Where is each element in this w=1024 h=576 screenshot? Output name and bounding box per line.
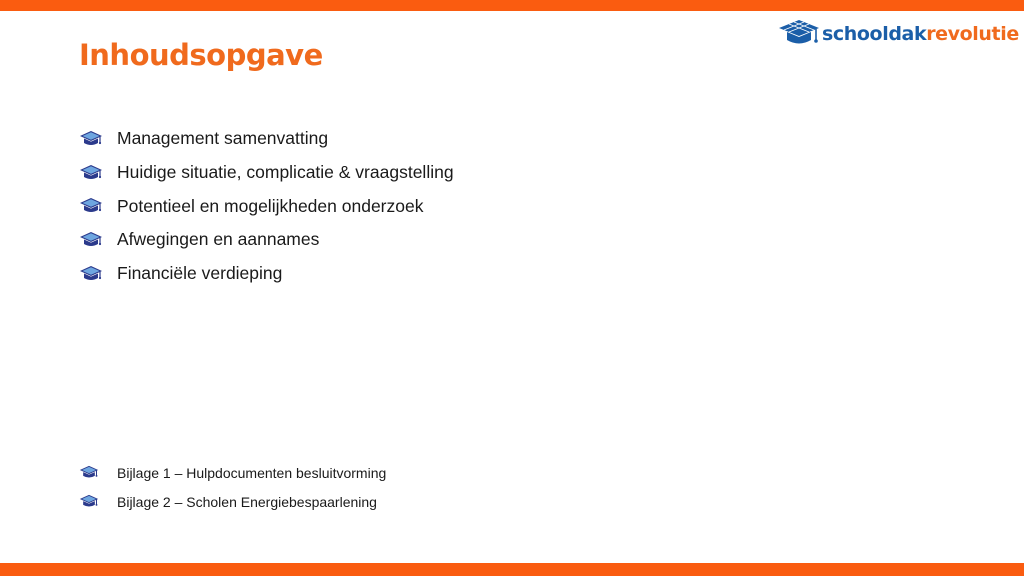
- contents-item-label: Financiële verdieping: [117, 263, 283, 284]
- bottom-accent-bar: [0, 563, 1024, 576]
- graduation-cap-icon: [79, 265, 117, 283]
- list-item: [79, 189, 454, 223]
- logo-text-part-1: schooldak: [822, 22, 927, 45]
- contents-item-label: Huidige situatie, complicatie & vraagstelling: [117, 162, 454, 183]
- graduation-cap-icon: [79, 494, 117, 509]
- list-item: [79, 458, 386, 487]
- contents-item-label: Afwegingen en aannames: [117, 229, 320, 250]
- contents-item-label: Potentieel en mogelijkheden onderzoek: [117, 195, 424, 216]
- graduation-cap-icon: [79, 130, 117, 148]
- top-accent-bar: [0, 0, 1024, 11]
- list-item: [79, 487, 386, 516]
- logo-text-part-2: revolutie: [926, 22, 1019, 45]
- contents-item-label: Management samenvatting: [117, 128, 329, 149]
- graduation-cap-icon: [79, 231, 117, 249]
- list-item: [79, 257, 454, 291]
- appendix-item-label: Bijlage 1 – Hulpdocumenten besluitvorming: [117, 464, 387, 481]
- list-item: [79, 122, 454, 156]
- list-item: [79, 223, 454, 257]
- page-title: Inhoudsopgave: [79, 38, 323, 72]
- graduation-cap-icon: [79, 465, 117, 480]
- brand-logo: [778, 18, 1019, 50]
- appendix-item-label: Bijlage 2 – Scholen Energiebespaarlening: [117, 493, 377, 510]
- graduation-cap-icon: [79, 197, 117, 215]
- contents-list: [79, 122, 454, 290]
- list-item: [79, 156, 454, 190]
- solar-panel-graduation-cap-icon: [778, 18, 820, 50]
- appendix-list: [79, 458, 386, 516]
- graduation-cap-icon: [79, 164, 117, 182]
